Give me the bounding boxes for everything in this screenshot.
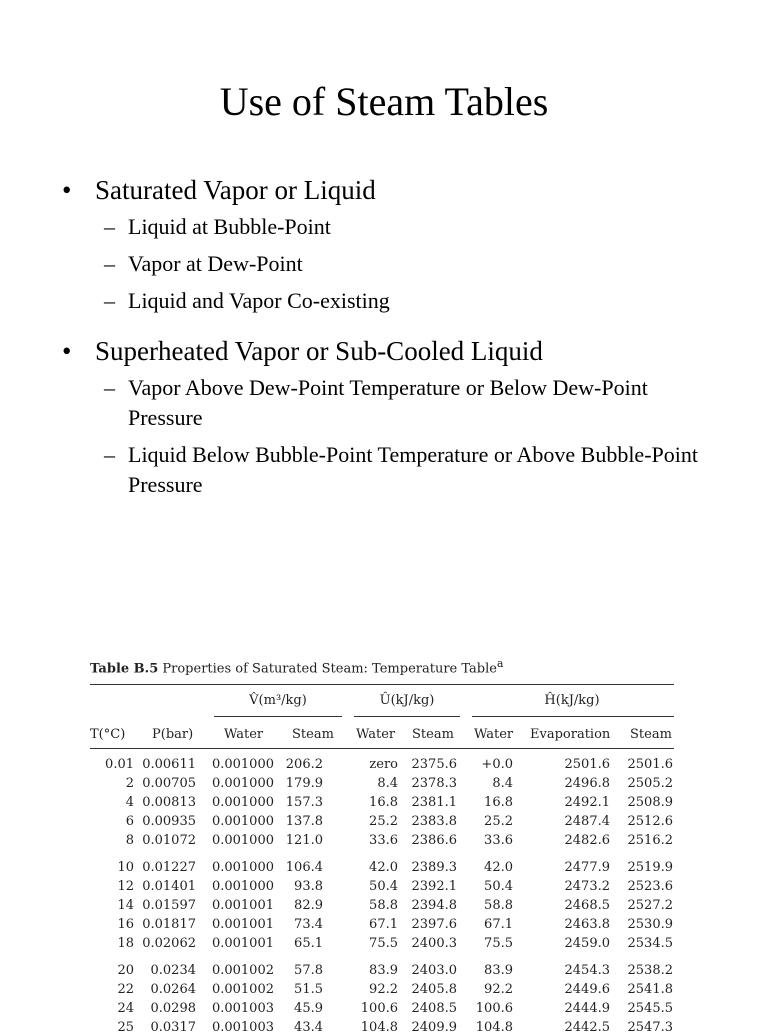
sub-bullet: [62, 286, 722, 316]
table-title: Properties of Saturated Steam: Temperature Table: [162, 661, 497, 677]
table-cell: 2547.3: [627, 1020, 673, 1035]
caption-footnote-mark: a: [496, 657, 504, 670]
table-cell: 2541.8: [627, 982, 673, 997]
table-cell: 4: [125, 795, 134, 810]
table-cell: 0.01817: [142, 917, 196, 932]
table-cell: 2468.5: [564, 898, 610, 913]
table-cell: 67.1: [369, 917, 398, 932]
table-cell: 2375.6: [411, 757, 457, 772]
table-cell: 0.00813: [142, 795, 196, 810]
table-cell: 25.2: [484, 814, 513, 829]
sub-bullet-text: Vapor Above Dew-Point Temperature or Below Dew-Point Pressure: [128, 375, 648, 430]
header-bottom-rule: [90, 748, 674, 749]
table-cell: 67.1: [484, 917, 513, 932]
table-cell: 16: [117, 917, 134, 932]
table-cell: 58.8: [369, 898, 398, 913]
table-cell: 92.2: [369, 982, 398, 997]
table-cell: 2454.3: [564, 963, 610, 978]
table-cell: 33.6: [369, 833, 398, 848]
table-cell: 8.4: [492, 776, 513, 791]
table-cell: 0.001000: [211, 833, 274, 848]
table-cell: 75.5: [369, 936, 398, 951]
table-cell: 0.0298: [150, 1001, 196, 1016]
dash-glyph: –: [104, 288, 115, 313]
column-header: Steam: [292, 727, 334, 742]
table-cell: 2487.4: [564, 814, 610, 829]
table-cell: 206.2: [285, 757, 323, 772]
table-cell: 75.5: [484, 936, 513, 951]
table-cell: 2519.9: [627, 860, 673, 875]
table-cell: 2508.9: [627, 795, 673, 810]
table-cell: 2403.0: [411, 963, 457, 978]
column-header: Steam: [412, 727, 454, 742]
sub-bullet: [62, 440, 722, 500]
table-cell: 2496.8: [564, 776, 610, 791]
table-cell: 22: [117, 982, 134, 997]
table-top-rule: [90, 684, 674, 685]
table-cell: 2516.2: [627, 833, 673, 848]
table-cell: 0.001002: [211, 982, 274, 997]
column-header: Water: [356, 727, 396, 742]
table-cell: 2545.5: [627, 1001, 673, 1016]
sub-bullet-text: Liquid at Bubble-Point: [128, 214, 331, 239]
table-cell: 83.9: [369, 963, 398, 978]
table-cell: 0.01227: [142, 860, 196, 875]
table-cell: 83.9: [484, 963, 513, 978]
table-cell: 25.2: [369, 814, 398, 829]
table-cell: 42.0: [369, 860, 398, 875]
table-cell: 0.001000: [211, 776, 274, 791]
table-cell: 2400.3: [411, 936, 457, 951]
table-cell: 137.8: [285, 814, 323, 829]
group-header-enthalpy: Ĥ(kJ/kg): [544, 693, 600, 708]
table-cell: 2492.1: [564, 795, 610, 810]
table-cell: 6: [125, 814, 134, 829]
table-cell: 2397.6: [411, 917, 457, 932]
group-rule: [214, 716, 342, 717]
sub-bullet-text: Liquid and Vapor Co-existing: [128, 288, 390, 313]
table-cell: 2449.6: [564, 982, 610, 997]
sub-bullet: [62, 373, 722, 433]
table-cell: 2405.8: [411, 982, 457, 997]
table-cell: 20: [117, 963, 134, 978]
table-cell: 0.001000: [211, 795, 274, 810]
table-cell: 65.1: [294, 936, 323, 951]
table-cell: 16.8: [369, 795, 398, 810]
table-cell: 51.5: [294, 982, 323, 997]
table-cell: 179.9: [285, 776, 323, 791]
table-cell: 0.001000: [211, 879, 274, 894]
table-cell: 43.4: [294, 1020, 323, 1035]
table-cell: 0.00705: [142, 776, 196, 791]
table-cell: 0.00935: [142, 814, 196, 829]
table-cell: 2538.2: [627, 963, 673, 978]
table-cell: 24: [117, 1001, 134, 1016]
table-cell: 8.4: [377, 776, 398, 791]
table-cell: 0.01072: [142, 833, 196, 848]
table-cell: 2378.3: [411, 776, 457, 791]
table-caption: [90, 657, 503, 676]
sub-bullet-text: Liquid Below Bubble-Point Temperature or Above Bubble-Point Pressure: [128, 442, 698, 497]
table-cell: 33.6: [484, 833, 513, 848]
table-cell: 2505.2: [627, 776, 673, 791]
bullet-text: Superheated Vapor or Sub-Cooled Liquid: [95, 336, 543, 366]
table-cell: 121.0: [285, 833, 323, 848]
slide-title: Use of Steam Tables: [219, 79, 549, 124]
table-cell: 2527.2: [627, 898, 673, 913]
table-cell: 104.8: [475, 1020, 513, 1035]
steam-table-image: [0, 640, 768, 1035]
table-cell: 2473.2: [564, 879, 610, 894]
dash-glyph: –: [104, 251, 115, 276]
table-cell: 2512.6: [627, 814, 673, 829]
table-cell: 2383.8: [411, 814, 457, 829]
table-cell: 0.001000: [211, 860, 274, 875]
table-cell: 92.2: [484, 982, 513, 997]
sub-bullet: [62, 212, 722, 242]
table-cell: 0.001001: [211, 917, 274, 932]
bullet-saturated: [62, 172, 722, 208]
column-header: Evaporation: [530, 727, 611, 742]
table-cell: 18: [117, 936, 134, 951]
table-cell: 25: [117, 1020, 134, 1035]
table-cell: 2381.1: [411, 795, 457, 810]
table-number: Table B.5: [90, 661, 159, 677]
table-cell: 0.001001: [211, 898, 274, 913]
table-cell: 2392.1: [411, 879, 457, 894]
column-header: T(°C): [90, 727, 126, 742]
group-header-volume: V̂(m³/kg): [249, 693, 307, 708]
table-cell: 2408.5: [411, 1001, 457, 1016]
table-cell: 0.001000: [211, 814, 274, 829]
table-cell: 73.4: [294, 917, 323, 932]
table-cell: 0.0264: [150, 982, 196, 997]
table-cell: 2386.6: [411, 833, 457, 848]
table-cell: 14: [117, 898, 134, 913]
table-cell: 2444.9: [564, 1001, 610, 1016]
table-cell: 93.8: [294, 879, 323, 894]
table-cell: 0.001000: [211, 757, 274, 772]
sub-bullet: [62, 249, 722, 279]
table-cell: 0.01: [105, 757, 134, 772]
table-cell: 2523.6: [627, 879, 673, 894]
table-cell: 2482.6: [564, 833, 610, 848]
dash-glyph: –: [104, 442, 115, 467]
table-cell: +0.0: [481, 757, 513, 772]
table-cell: 2409.9: [411, 1020, 457, 1035]
table-cell: 2530.9: [627, 917, 673, 932]
table-cell: 10: [117, 860, 134, 875]
table-cell: 57.8: [294, 963, 323, 978]
table-cell: 100.6: [475, 1001, 513, 1016]
table-cell: 0.02062: [142, 936, 196, 951]
sub-bullet-text: Vapor at Dew-Point: [128, 251, 303, 276]
table-cell: 0.01597: [142, 898, 196, 913]
group-header-internal-energy: Û(kJ/kg): [379, 693, 435, 708]
table-cell: 45.9: [294, 1001, 323, 1016]
table-cell: 42.0: [484, 860, 513, 875]
group-rule: [472, 716, 674, 717]
table-cell: zero: [369, 757, 398, 772]
column-header: Water: [224, 727, 264, 742]
bullet-list: [62, 172, 722, 507]
table-cell: 157.3: [285, 795, 323, 810]
table-cell: 0.001003: [211, 1020, 274, 1035]
table-cell: 8: [125, 833, 134, 848]
table-cell: 2501.6: [627, 757, 673, 772]
table-cell: 2459.0: [564, 936, 610, 951]
bullet-superheated: [62, 333, 722, 369]
column-header: Steam: [630, 727, 672, 742]
table-cell: 16.8: [484, 795, 513, 810]
table-cell: 100.6: [360, 1001, 398, 1016]
table-cell: 0.0234: [150, 963, 196, 978]
table-cell: 58.8: [484, 898, 513, 913]
table-cell: 2394.8: [411, 898, 457, 913]
table-cell: 50.4: [369, 879, 398, 894]
table-cell: 2501.6: [564, 757, 610, 772]
table-cell: 0.01401: [142, 879, 196, 894]
table-cell: 2477.9: [564, 860, 610, 875]
table-cell: 2463.8: [564, 917, 610, 932]
bullet-text: Saturated Vapor or Liquid: [95, 175, 376, 205]
table-cell: 0.001003: [211, 1001, 274, 1016]
bullet-glyph: •: [62, 336, 72, 366]
table-cell: 2389.3: [411, 860, 457, 875]
table-cell: 0.00611: [142, 757, 196, 772]
dash-glyph: –: [104, 214, 115, 239]
table-cell: 2: [125, 776, 134, 791]
table-cell: 50.4: [484, 879, 513, 894]
column-header: P(bar): [152, 727, 194, 742]
table-cell: 0.001002: [211, 963, 274, 978]
table-cell: 106.4: [285, 860, 323, 875]
dash-glyph: –: [104, 375, 115, 400]
column-header: Water: [474, 727, 514, 742]
table-cell: 82.9: [294, 898, 323, 913]
table-cell: 2442.5: [564, 1020, 610, 1035]
table-cell: 2534.5: [627, 936, 673, 951]
table-cell: 0.001001: [211, 936, 274, 951]
table-cell: 104.8: [360, 1020, 398, 1035]
table-cell: 12: [117, 879, 134, 894]
bullet-glyph: •: [62, 175, 72, 205]
group-rule: [354, 716, 460, 717]
table-cell: 0.0317: [150, 1020, 196, 1035]
